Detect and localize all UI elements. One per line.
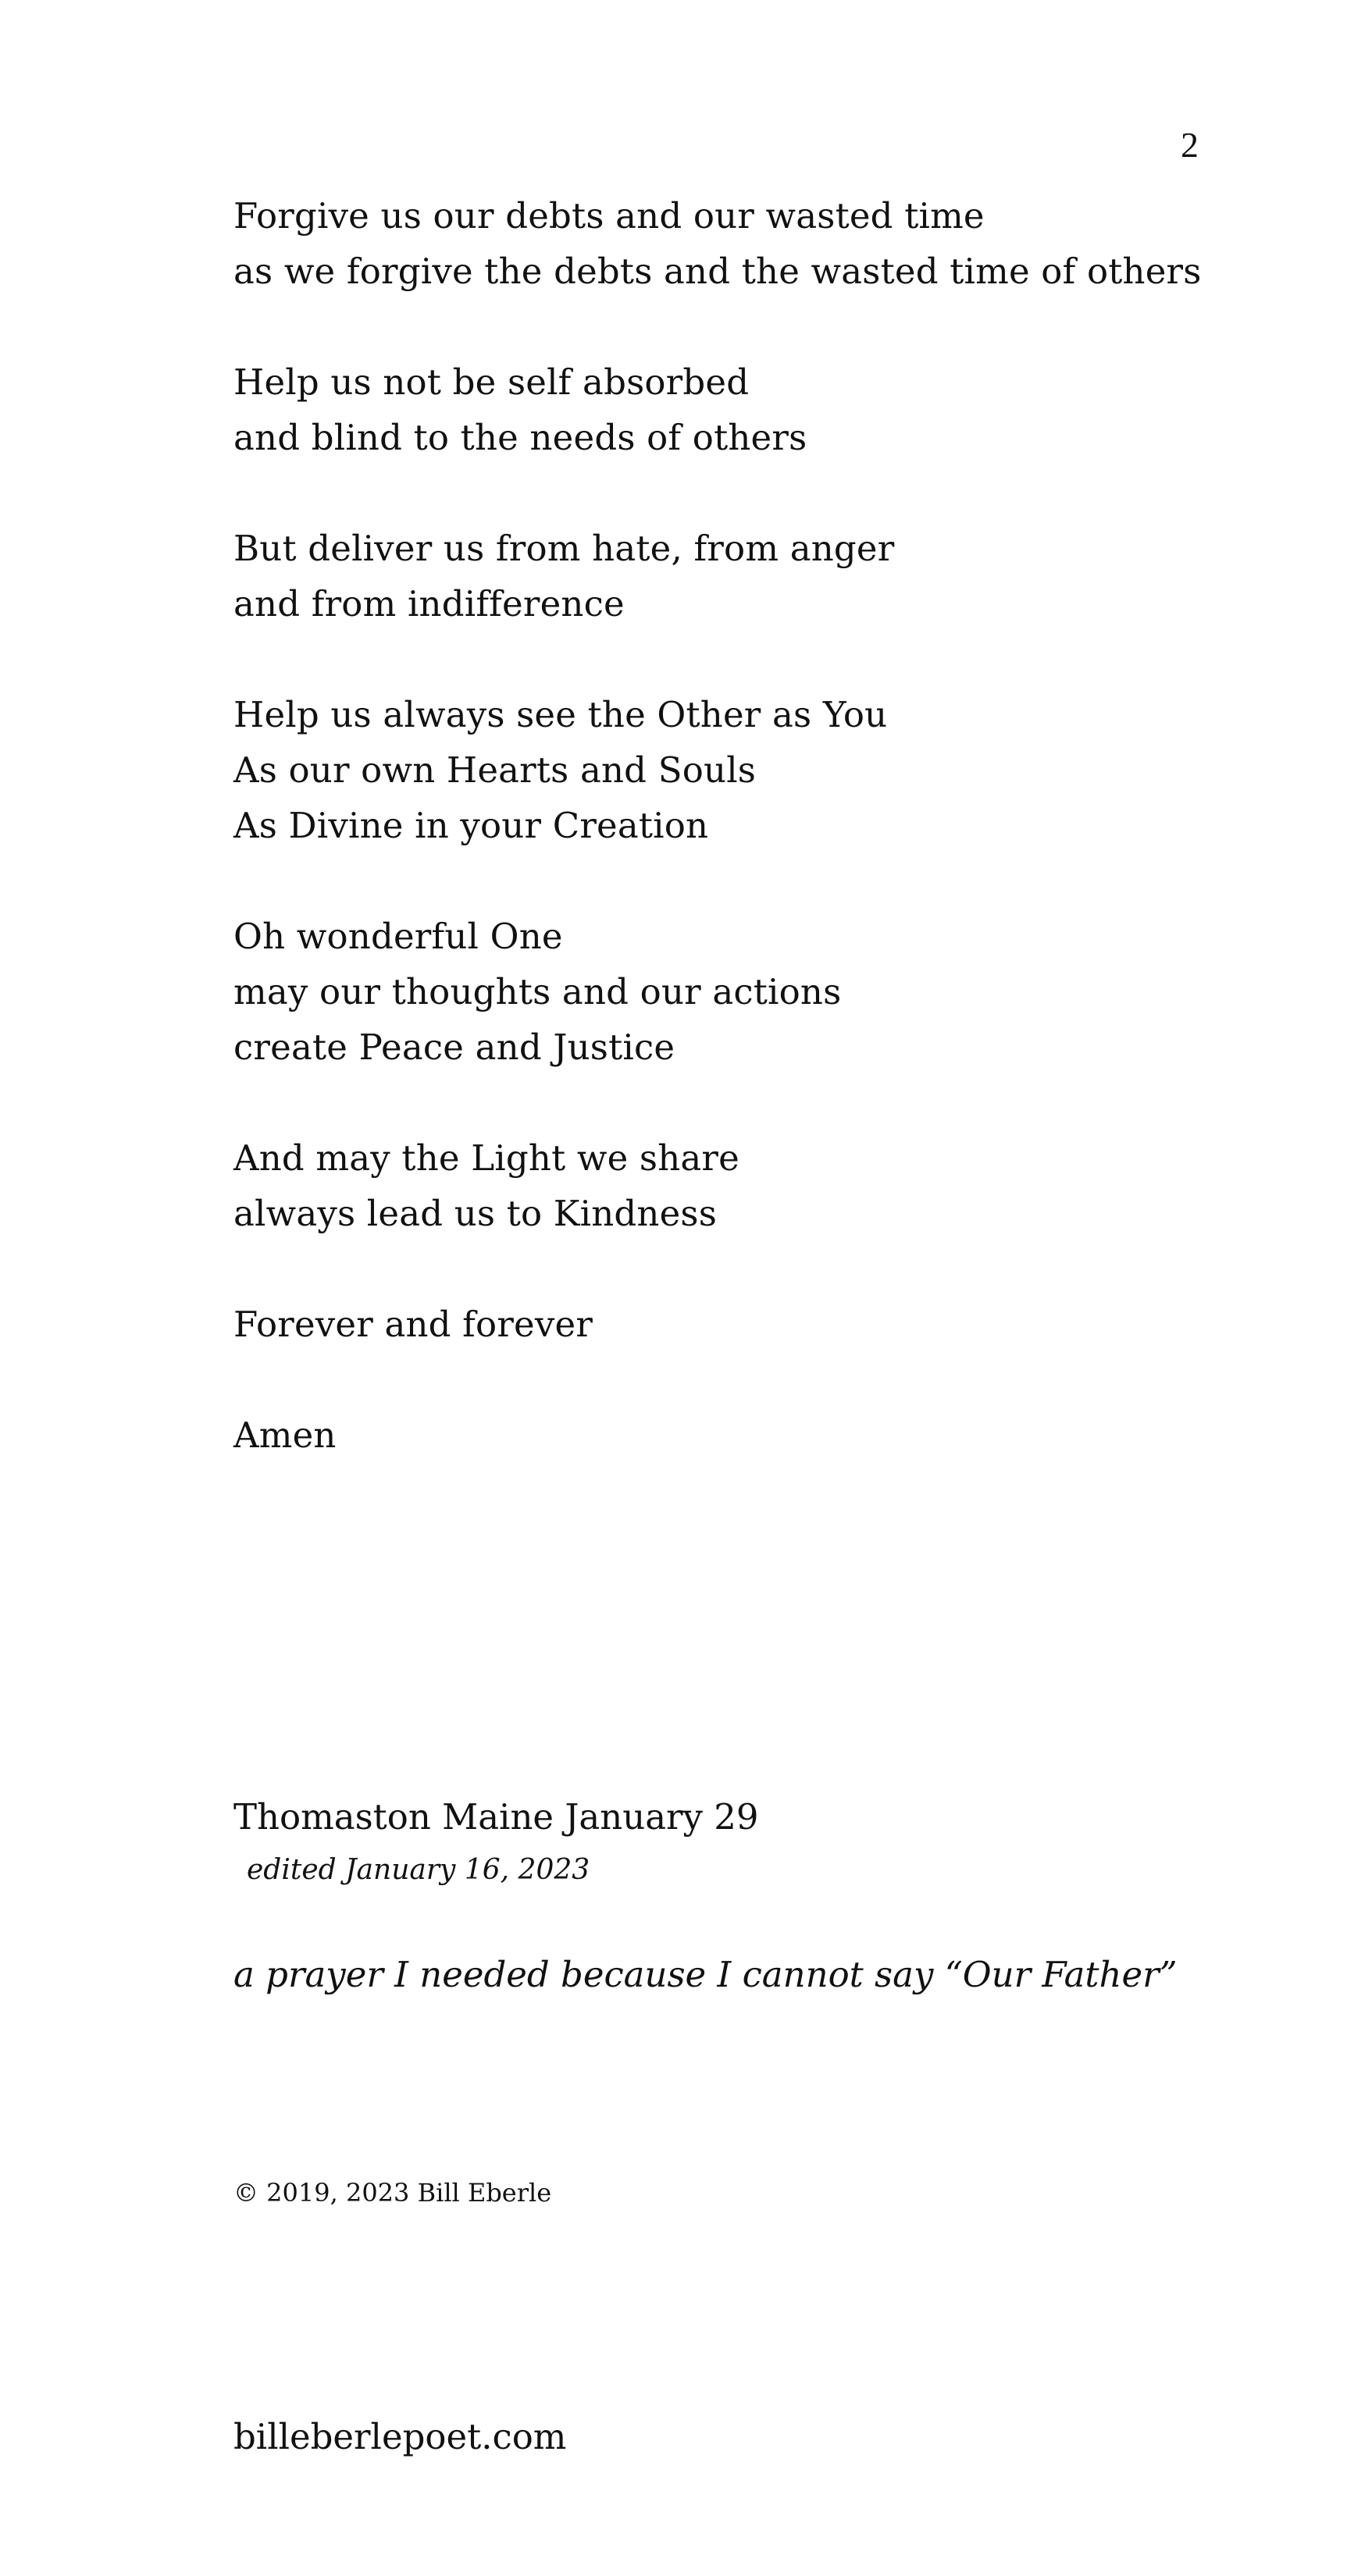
stanza-5 — [233, 909, 1249, 1075]
stanza-1 — [233, 188, 1249, 299]
edited-date: edited January 16, 2023 — [247, 1854, 590, 1886]
poem-line: and blind to the needs of others — [233, 417, 807, 458]
poem-line: And may the Light we share — [233, 1137, 739, 1179]
stanza-8 — [233, 1407, 1249, 1463]
stanza-2 — [233, 354, 1249, 465]
poem-line: create Peace and Justice — [233, 1026, 675, 1068]
copyright-notice: © 2019, 2023 Bill Eberle — [233, 2178, 552, 2208]
poem-line: Help us not be self absorbed — [233, 361, 750, 403]
poem-line: Forever and forever — [233, 1304, 593, 1345]
poem-line: As our own Hearts and Souls — [233, 749, 757, 791]
poem-line: may our thoughts and our actions — [233, 971, 842, 1012]
poem-line: Oh wonderful One — [233, 916, 563, 957]
stanza-3 — [233, 521, 1249, 632]
poem-line: Amen — [233, 1414, 337, 1456]
poem-line: But deliver us from hate, from anger — [233, 528, 895, 569]
location-date: Thomaston Maine January 29 — [233, 1796, 759, 1838]
poem-body — [233, 188, 1249, 1518]
poem-line: Help us always see the Other as You — [233, 694, 888, 735]
poem-line: always lead us to Kindness — [233, 1193, 718, 1234]
poem-line: as we forgive the debts and the wasted time of others — [233, 251, 1202, 292]
poem-line: and from indifference — [233, 583, 625, 624]
poem-line: As Divine in your Creation — [233, 805, 709, 846]
stanza-6 — [233, 1130, 1249, 1241]
stanza-4 — [233, 687, 1249, 853]
stanza-7 — [233, 1297, 1249, 1352]
dedication-note: a prayer I needed because I cannot say “Our Father” — [233, 1954, 1178, 1995]
poem-line: Forgive us our debts and our wasted time — [233, 195, 985, 237]
website-text: billeberlepoet.com — [233, 2416, 567, 2457]
page-number: 2 — [1181, 125, 1199, 165]
